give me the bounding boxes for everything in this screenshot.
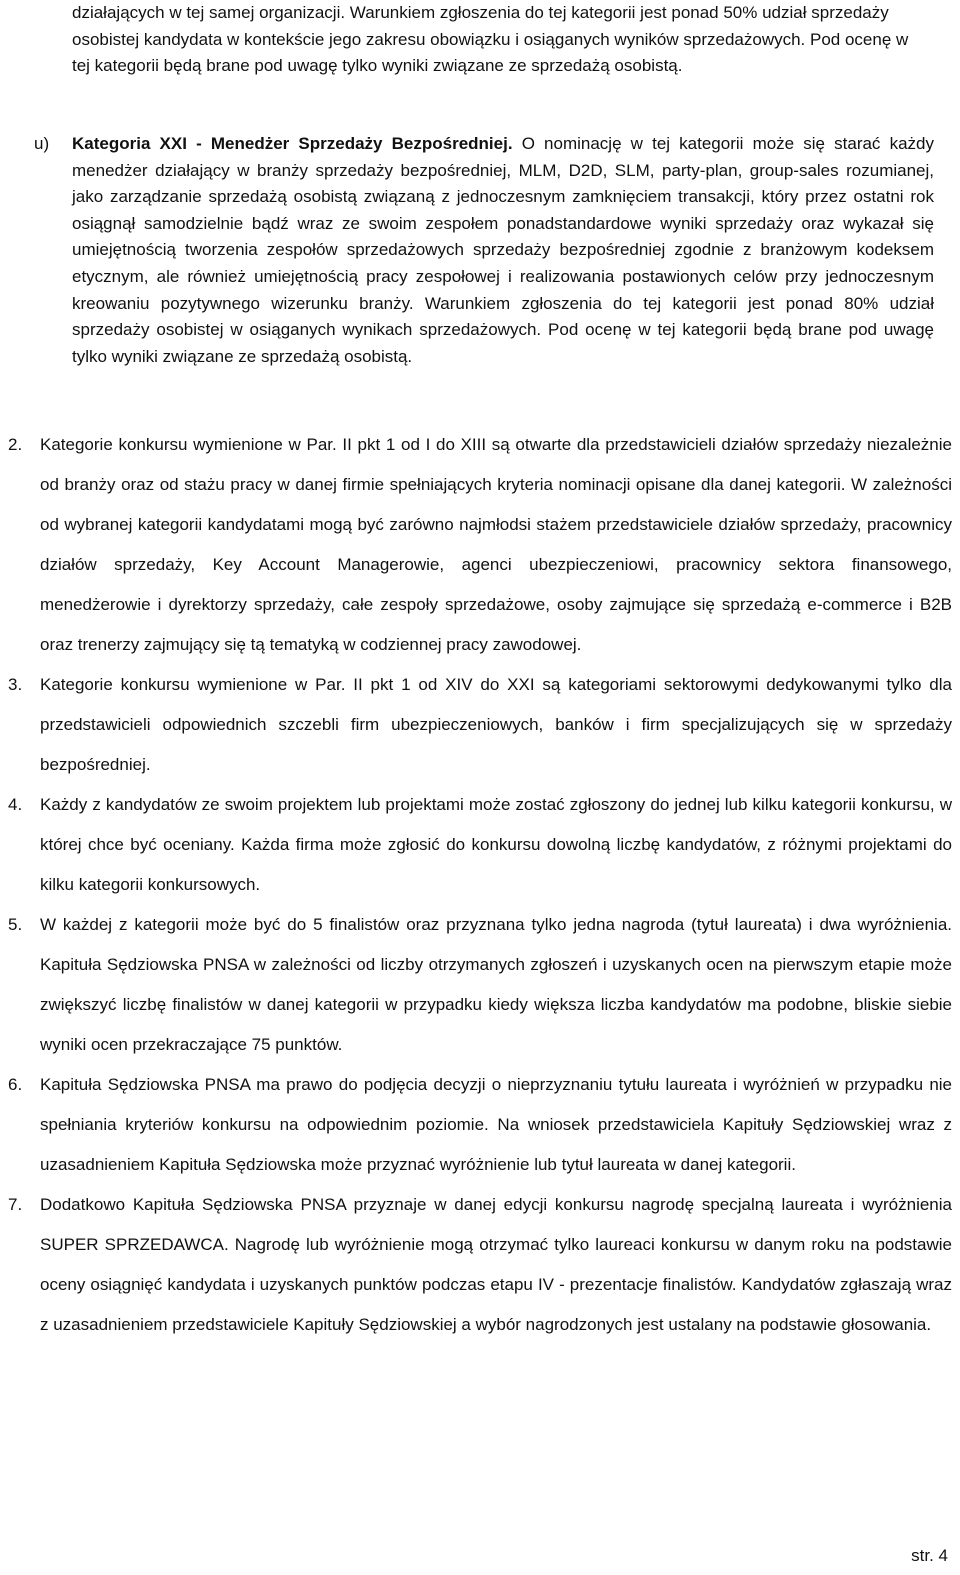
subsection-marker: u) — [34, 134, 50, 153]
continuation-paragraph: działających w tej samej organizacji. Warunkiem zgłoszenia do tej kategorii jest ponad 50% udział sprzedaży osobistej kandydata w kontekście jego zakresu obowiązku i osiąganych wyników sprzedażowych. Pod ocenę w tej kategorii będą brane pod uwagę tylko wyniki związane ze sprzedażą osobistą. — [72, 3, 909, 76]
list-item — [8, 1185, 952, 1345]
subsection-text: O nominację w tej kategorii może się starać każdy menedżer działający w branży sprzedaży bezpośredniej, MLM, D2D, SLM, party-plan, group-sales rozumianej, jako zarządzanie sprzedażą osobistą związaną z jednoczesnym zamknięciem transakcji, który przez ostatni rok osiągnął samodzielnie bądź wraz ze swoim zespołem ponadstandardowe wyniki sprzedaży oraz wykazał się umiejętnością tworzenia zespołów sprzedażowych sprzedaży bezpośredniej zgodnie z branżowym kodeksem etycznym, ale również umiejętnością pracy zespołowej i realizowania postawionych celów przy jednoczesnym kreowaniu pozytywnego wizerunku branży. Warunkiem zgłoszenia do tej kategorii jest ponad 80% udział sprzedaży osobistej w osiąganych wynikach sprzedażowych. Pod ocenę w tej kategorii będą brane pod uwagę tylko wyniki związane ze sprzedażą osobistą. — [72, 134, 934, 366]
list-item-number: 5. — [8, 915, 23, 934]
list-item-text: Kapituła Sędziowska PNSA ma prawo do podjęcia decyzji o nieprzyznaniu tytułu laureata i wyróżnień w przypadku nie spełniania kryteriów konkursu na odpowiednim poziomie. Na wniosek przedstawiciela Kapituły Sędziowskiej wraz z uzasadnieniem Kapituła Sędziowska może przyznać wyróżnienie lub tytuł laureata w danej kategorii. — [40, 1075, 952, 1174]
list-item-text: Każdy z kandydatów ze swoim projektem lub projektami może zostać zgłoszony do jednej lub kilku kategorii konkursu, w której chce być oceniany. Każda firma może zgłosić do konkursu dowolną liczbę kandydatów, z różnymi projektami do kilku kategorii konkursowych. — [40, 795, 952, 894]
list-item — [8, 785, 952, 905]
list-item-number: 4. — [8, 795, 23, 814]
list-item-number: 7. — [8, 1195, 23, 1214]
list-item-text: Dodatkowo Kapituła Sędziowska PNSA przyznaje w danej edycji konkursu nagrodę specjalną laureata i wyróżnienia SUPER SPRZEDAWCA. Nagrodę lub wyróżnienie mogą otrzymać tylko laureaci konkursu w danym roku na podstawie oceny osiągnięć kandydata i uzyskanych punktów podczas etapu IV - prezentacje finalistów. Kandydatów zgłaszają wraz z uzasadnieniem przedstawiciele Kapituły Sędziowskiej a wybór nagrodzonych jest ustalany na podstawie głosowania. — [40, 1195, 952, 1334]
numbered-list — [8, 425, 952, 1345]
list-item-text: W każdej z kategorii może być do 5 finalistów oraz przyznana tylko jedna nagroda (tytuł laureata) i dwa wyróżnienia. Kapituła Sędziowska PNSA w zależności od liczby otrzymanych zgłoszeń i uzyskanych ocen na pierwszym etapie może zwiększyć liczbę finalistów w danej kategorii w przypadku kiedy większa liczba kandydatów ma podobne, bliskie siebie wyniki ocen przekraczające 75 punktów. — [40, 915, 952, 1054]
page-number: str. 4 — [911, 1546, 948, 1565]
list-item — [8, 905, 952, 1065]
subsection-heading: Kategoria XXI - Menedżer Sprzedaży Bezpośredniej. — [72, 134, 513, 153]
list-item-number: 6. — [8, 1075, 23, 1094]
list-item-number: 2. — [8, 435, 23, 454]
list-item-text: Kategorie konkursu wymienione w Par. II pkt 1 od XIV do XXI są kategoriami sektorowymi dedykowanymi tylko dla przedstawicieli odpowiednich szczebli firm ubezpieczeniowych, banków i firm specjalizujących się w sprzedaży bezpośredniej. — [40, 675, 952, 774]
list-item-text: Kategorie konkursu wymienione w Par. II pkt 1 od I do XIII są otwarte dla przedstawicieli działów sprzedaży niezależnie od branży oraz od stażu pracy w danej firmie spełniających kryteria nominacji opisane dla danej kategorii. W zależności od wybranej kategorii kandydatami mogą być zarówno najmłodsi stażem przedstawiciele działów sprzedaży, pracownicy działów sprzedaży, Key Account Managerowie, agenci ubezpieczeniowi, pracownicy sektora finansowego, menedżerowie i dyrektorzy sprzedaży, całe zespoły sprzedażowe, osoby zajmujące się sprzedażą e-commerce i B2B oraz trenerzy zajmujący się tą tematyką w codziennej pracy zawodowej. — [40, 435, 952, 654]
list-item-number: 3. — [8, 675, 23, 694]
list-item — [8, 425, 952, 665]
subsection-paragraph — [72, 131, 934, 370]
list-item — [8, 1065, 952, 1185]
list-item — [8, 665, 952, 785]
